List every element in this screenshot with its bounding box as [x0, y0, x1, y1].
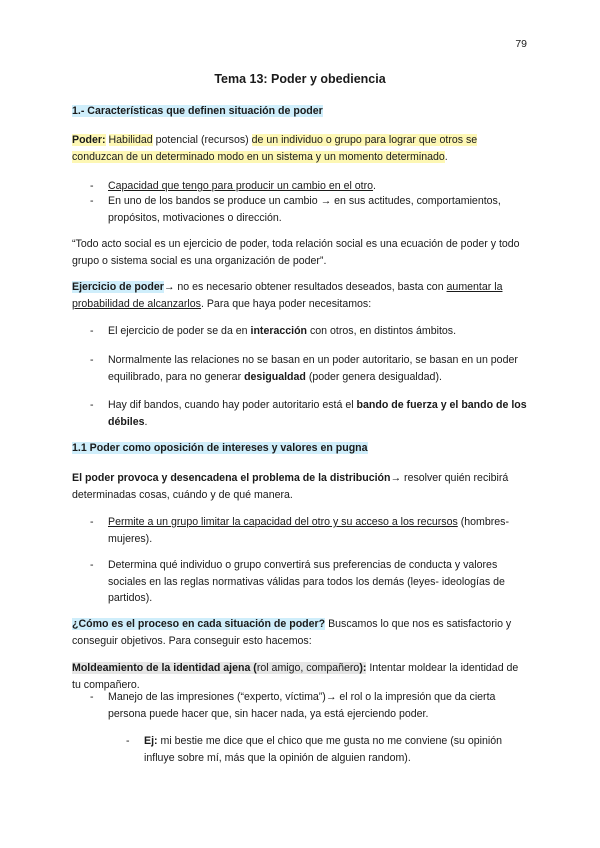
- section-1-heading-text: 1.- Características que definen situación de poder: [72, 105, 323, 117]
- distribucion-paragraph: [72, 470, 528, 503]
- determina-text: Determina qué individuo o grupo convertirá sus preferencias de conducta y valores sociales en las reglas normativas válidas para todos los demás (leyes- ideologías de partidos).: [108, 559, 505, 604]
- bullet-dash: -: [90, 195, 94, 207]
- list-item: [90, 397, 528, 430]
- section-1-heading: [72, 103, 528, 120]
- list-item: [90, 689, 528, 722]
- poder-definition: [72, 132, 528, 165]
- capacidad-text: Capacidad que tengo para producir un cambio en el otro: [108, 180, 374, 192]
- bullet-dash: -: [90, 691, 94, 703]
- interaccion-bold: interacción: [250, 325, 308, 337]
- ejercicio-mid: → no es necesario obtener resultados deseados, basta con: [163, 281, 447, 293]
- moldeamiento-bold: Moldeamiento de la identidad ajena (: [72, 662, 257, 674]
- poder-plain-1: potencial (recursos): [152, 134, 252, 146]
- list-item: [126, 733, 528, 766]
- limitar-rest: (hombres-mujeres).: [108, 516, 509, 545]
- poder-end: .: [444, 150, 448, 163]
- ejercicio-paragraph: [72, 279, 528, 312]
- ej-bold: Ej:: [144, 735, 158, 747]
- ej-rest: mi bestie me dice que el chico que me gusta no me conviene (su opinión influye sobre mí, más que la opinión de alguien random).: [144, 735, 503, 764]
- list-item: [90, 514, 528, 547]
- ejercicio-underlined: aumentar la probabilidad de alcanzarlos: [72, 281, 503, 310]
- bandos-pre: Hay dif bandos, cuando hay poder autoritario está el: [108, 399, 357, 411]
- capacidad-end: .: [373, 180, 376, 192]
- bullet-dash: -: [90, 354, 94, 366]
- desigualdad-post: (poder genera desigualdad).: [305, 370, 442, 383]
- section-1-1-heading: [72, 440, 528, 457]
- moldeamiento-rest: Intentar moldear la identidad de tu compañero.: [72, 662, 519, 691]
- page-title: Tema 13: Poder y obediencia: [214, 72, 386, 86]
- list-item: [90, 557, 528, 607]
- poder-highlight-1: Habilidad: [108, 134, 153, 146]
- moldeamiento-bold-end: ):: [359, 662, 367, 674]
- proceso-highlight: ¿Cómo es el proceso en cada situación de poder?: [72, 618, 326, 630]
- bandos-bold: bando de fuerza y el bando de los débiles: [108, 399, 527, 428]
- poder-term: Poder:: [72, 134, 106, 146]
- interaccion-post: con otros, en distintos ámbitos.: [307, 325, 457, 337]
- bandos-post: .: [144, 415, 148, 428]
- limitar-underlined: Permite a un grupo limitar la capacidad del otro y su acceso a los recursos: [108, 516, 458, 528]
- distribucion-rest: → resolver quién recibirá determinadas cosas, cuándo y de qué manera.: [72, 472, 509, 501]
- list-item: [90, 193, 528, 226]
- desigualdad-bold: desigualdad: [244, 370, 306, 383]
- distribucion-bold: El poder provoca y desencadena el problema de la distribución: [72, 472, 391, 484]
- list-item: [90, 352, 528, 385]
- quote-paragraph: “Todo acto social es un ejercicio de poder, toda relación social es una ecuación de poder y todo grupo o sistema social es una organización de poder”.: [72, 238, 520, 267]
- ejercicio-term: Ejercicio de poder: [72, 281, 164, 293]
- bullet-dash: -: [90, 180, 94, 192]
- bullet-dash: -: [126, 735, 130, 747]
- bullet-dash: -: [90, 559, 94, 571]
- bullet-dash: -: [90, 325, 94, 337]
- page-number: 79: [515, 38, 527, 50]
- ejercicio-end: . Para que haya poder necesitamos:: [200, 297, 372, 310]
- desigualdad-pre: Normalmente las relaciones no se basan en un poder autoritario, se basan en un poder equilibrado, para no generar: [108, 354, 518, 383]
- list-item: [90, 323, 528, 340]
- moldeamiento-plain: rol amigo, compañero: [256, 662, 360, 674]
- impresiones-text: Manejo de las impresiones (“experto, víctima”)→ el rol o la impresión que da cierta persona puede hacer que, sin hacer nada, ya está ejerciendo poder.: [108, 691, 496, 720]
- proceso-paragraph: [72, 616, 528, 649]
- poder-highlight-2: de un individuo o grupo para lograr que otros se conduzcan de un determinado modo en un sistema y un momento determinado: [72, 134, 478, 163]
- cambio-text: En uno de los bandos se produce un cambio → en sus actitudes, comportamientos, propósitos, motivaciones o dirección.: [108, 195, 501, 224]
- bullet-dash: -: [90, 399, 94, 411]
- section-1-1-heading-text: 1.1 Poder como oposición de intereses y valores en pugna: [72, 442, 368, 454]
- interaccion-pre: El ejercicio de poder se da en: [108, 325, 251, 337]
- proceso-rest: Buscamos lo que nos es satisfactorio y conseguir objetivos. Para conseguir esto hacemos:: [72, 618, 512, 647]
- bullet-dash: -: [90, 516, 94, 528]
